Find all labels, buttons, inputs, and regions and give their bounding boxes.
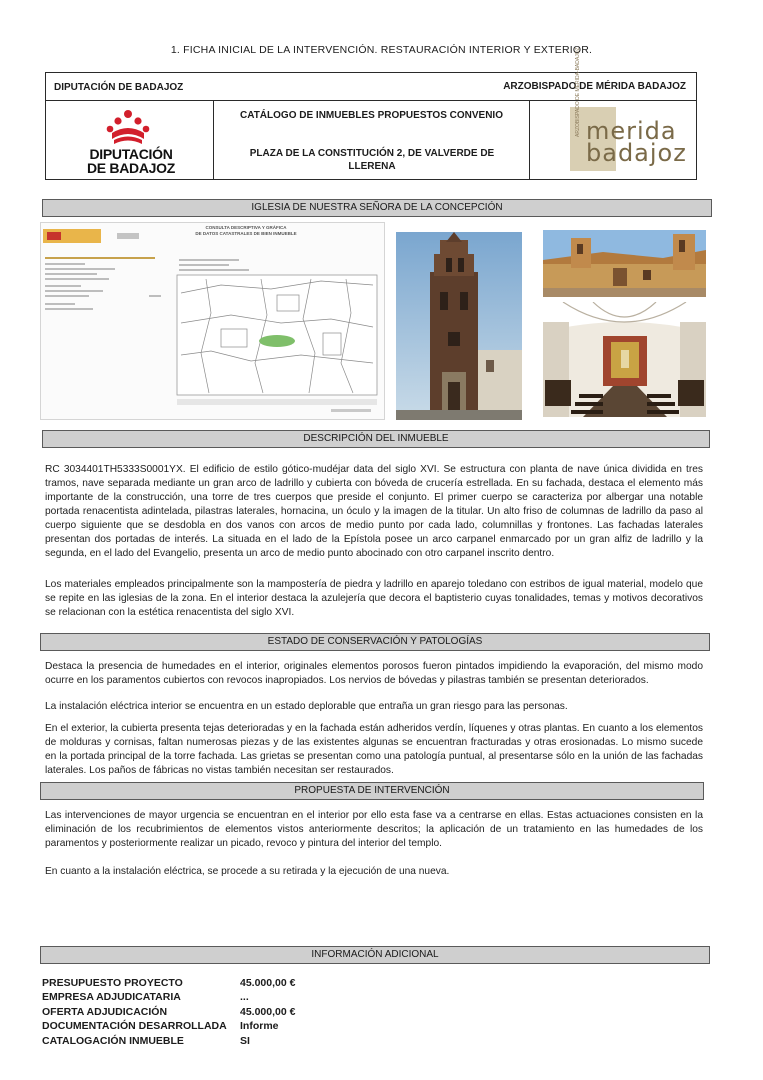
additional-info-title-bar: INFORMACIÓN ADICIONAL (40, 946, 710, 964)
exterior-photo-icon (543, 230, 706, 297)
arzobispado-logo (530, 47, 696, 180)
building-address: PLAZA DE LA CONSTITUCIÓN 2, DE VALVERDE DE LLERENA (249, 148, 495, 172)
info-label: PRESUPUESTO PROYECTO (42, 977, 183, 989)
info-label: OFERTA ADJUDICACIÓN (42, 1005, 168, 1018)
info-label: EMPRESA ADJUDICATARIA (42, 991, 181, 1004)
conservation-paragraph-3: En el exterior, la cubierta presenta tejas deterioradas y en la fachada están adheridos verdín, líquenes y otras plantas. En cuanto a los elementos de molduras y cornisas, faltan numerosas piezas y de las existentes algunas se encuentran fracturadas y otras erosionadas. Lo mismo sucede en la portada principal de la torre fachada. Las grietas se presentan como una patología puntual, al presentarse sólo en la unión de las fachadas laterales. Los paños de fábricas no vistas también necesitan ser restaurados. (45, 723, 703, 776)
header-top-row (46, 73, 696, 101)
info-value: SI (240, 1034, 250, 1047)
document-title: 1. FICHA INICIAL DE LA INTERVENCIÓN. RESTAURACIÓN INTERIOR Y EXTERIOR. (170, 44, 593, 56)
conservation-paragraph-2: La instalación eléctrica interior se encuentra en un estado deplorable que entraña un gran riesgo para las personas. (45, 701, 568, 712)
info-value: Informe (240, 1020, 279, 1033)
info-value: ... (240, 991, 249, 1004)
left-organization: DIPUTACIÓN DE BADAJOZ (54, 82, 184, 93)
conservation-paragraph-1: Destaca la presencia de humedades en el interior, originales elementos porosos fueron pintados impidiendo la evaporación, del mismo modo ocurre en los paramentos cubiertos con revocos inapropiados. Los nervios de bóvedas y pilastras también se presentan deteriorados. (45, 661, 703, 686)
diputacion-logo (46, 101, 214, 180)
info-label: DOCUMENTACIÓN DESARROLLADA (42, 1020, 227, 1033)
interior-photo-icon (543, 302, 706, 417)
description-paragraph-2: Los materiales empleados principalmente son la mampostería de piedra y ladrillo en aparejo toledano con estribos de igual material, modelo que se repite en las iglesias de la zona. En el interior destaca la azulejería que decora el baptisterio cuyas tonalidades, temas y motivos decorativos se relacionan con la estética renacentista del siglo XVI. (45, 579, 703, 618)
church-tower-photo (396, 232, 522, 420)
logo-side-text: ARZOBISPADO DE MÉRIDA-BADAJOZ (575, 47, 581, 137)
cadastral-record-image (40, 222, 385, 420)
info-value: 45.000,00 € (240, 977, 296, 989)
church-exterior-photo (543, 230, 706, 297)
tower-photo-icon (396, 232, 522, 420)
catalog-label: CATÁLOGO DE INMUEBLES PROPUESTOS CONVENIO (240, 110, 503, 121)
building-title-bar: IGLESIA DE NUESTRA SEÑORA DE LA CONCEPCIÓN (42, 199, 712, 217)
logo-word-badajoz: badajoz (586, 139, 687, 167)
info-label: CATALOGACIÓN INMUEBLE (42, 1034, 184, 1047)
description-title-bar: DESCRIPCIÓN DEL INMUEBLE (42, 430, 710, 448)
cadastral-heading: CONSULTA DESCRIPTIVA Y GRÁFICA DE DATOS CATASTRALES DE BIEN INMUEBLE (195, 225, 297, 236)
proposal-paragraph-1: Las intervenciones de mayor urgencia se encuentran en el interior por ello esta fase va a centrarse en ellas. Estas actuaciones consisten en la eliminación de los recubrimientos de elementos vistos anteriormente descritos; la aplicación de un tratamiento en las humedades de los paramentos y posteriormente realizar un picado, revoco y pintura del interior del templo. (45, 810, 703, 849)
description-paragraph-1: RC 3034401TH5333S0001YX. El edificio de estilo gótico-mudéjar data del siglo XVI. Se estructura con planta de nave única dividida en tres tramos, nave separada mediante un gran arco de ladrillo y cubierta con bóveda de crucería estrellada. En su fachada, destaca el elemento más importante de la construcción, una torre de tres cuerpos que preside el conjunto. El primer cuerpo se caracteriza por albergar una notable portada renacentista adintelada, pilastras laterales, hornacina, un óculo y la imagen de la titular. Un alto friso de columnas de ladrillo da paso al cuerpo siguiente que se desdobla en dos vanos con arcos de medio punto por cada lado, columnillas y frontones. Las fachadas laterales presentan dos portadas de interés. La situada en el lado de la Epístola posee un arco carpanel enmarcado por un gran alfiz de ladrillo y la segunda, en el lado del Evangelio, presenta un arco de medio punto abocinado con otro carpanel inscrito dentro. (45, 464, 703, 559)
diputacion-logo-text: DIPUTACIÓN DE BADAJOZ (86, 146, 175, 176)
logo-word-merida: merida (586, 117, 677, 145)
right-organization: ARZOBISPADO DE MÉRIDA BADAJOZ (503, 81, 686, 92)
proposal-paragraph-2: En cuanto a la instalación eléctrica, se procede a su retirada y la ejecución de una nueva. (45, 866, 450, 877)
church-interior-photo (543, 302, 706, 417)
info-value: 45.000,00 € (240, 1005, 296, 1018)
proposal-title-bar: PROPUESTA DE INTERVENCIÓN (40, 782, 704, 800)
header-center-cell (214, 101, 530, 180)
cadastral-map-icon (41, 223, 385, 420)
conservation-title-bar: ESTADO DE CONSERVACIÓN Y PATOLOGÍAS (40, 633, 710, 651)
diputacion-emblem-icon (104, 109, 152, 145)
